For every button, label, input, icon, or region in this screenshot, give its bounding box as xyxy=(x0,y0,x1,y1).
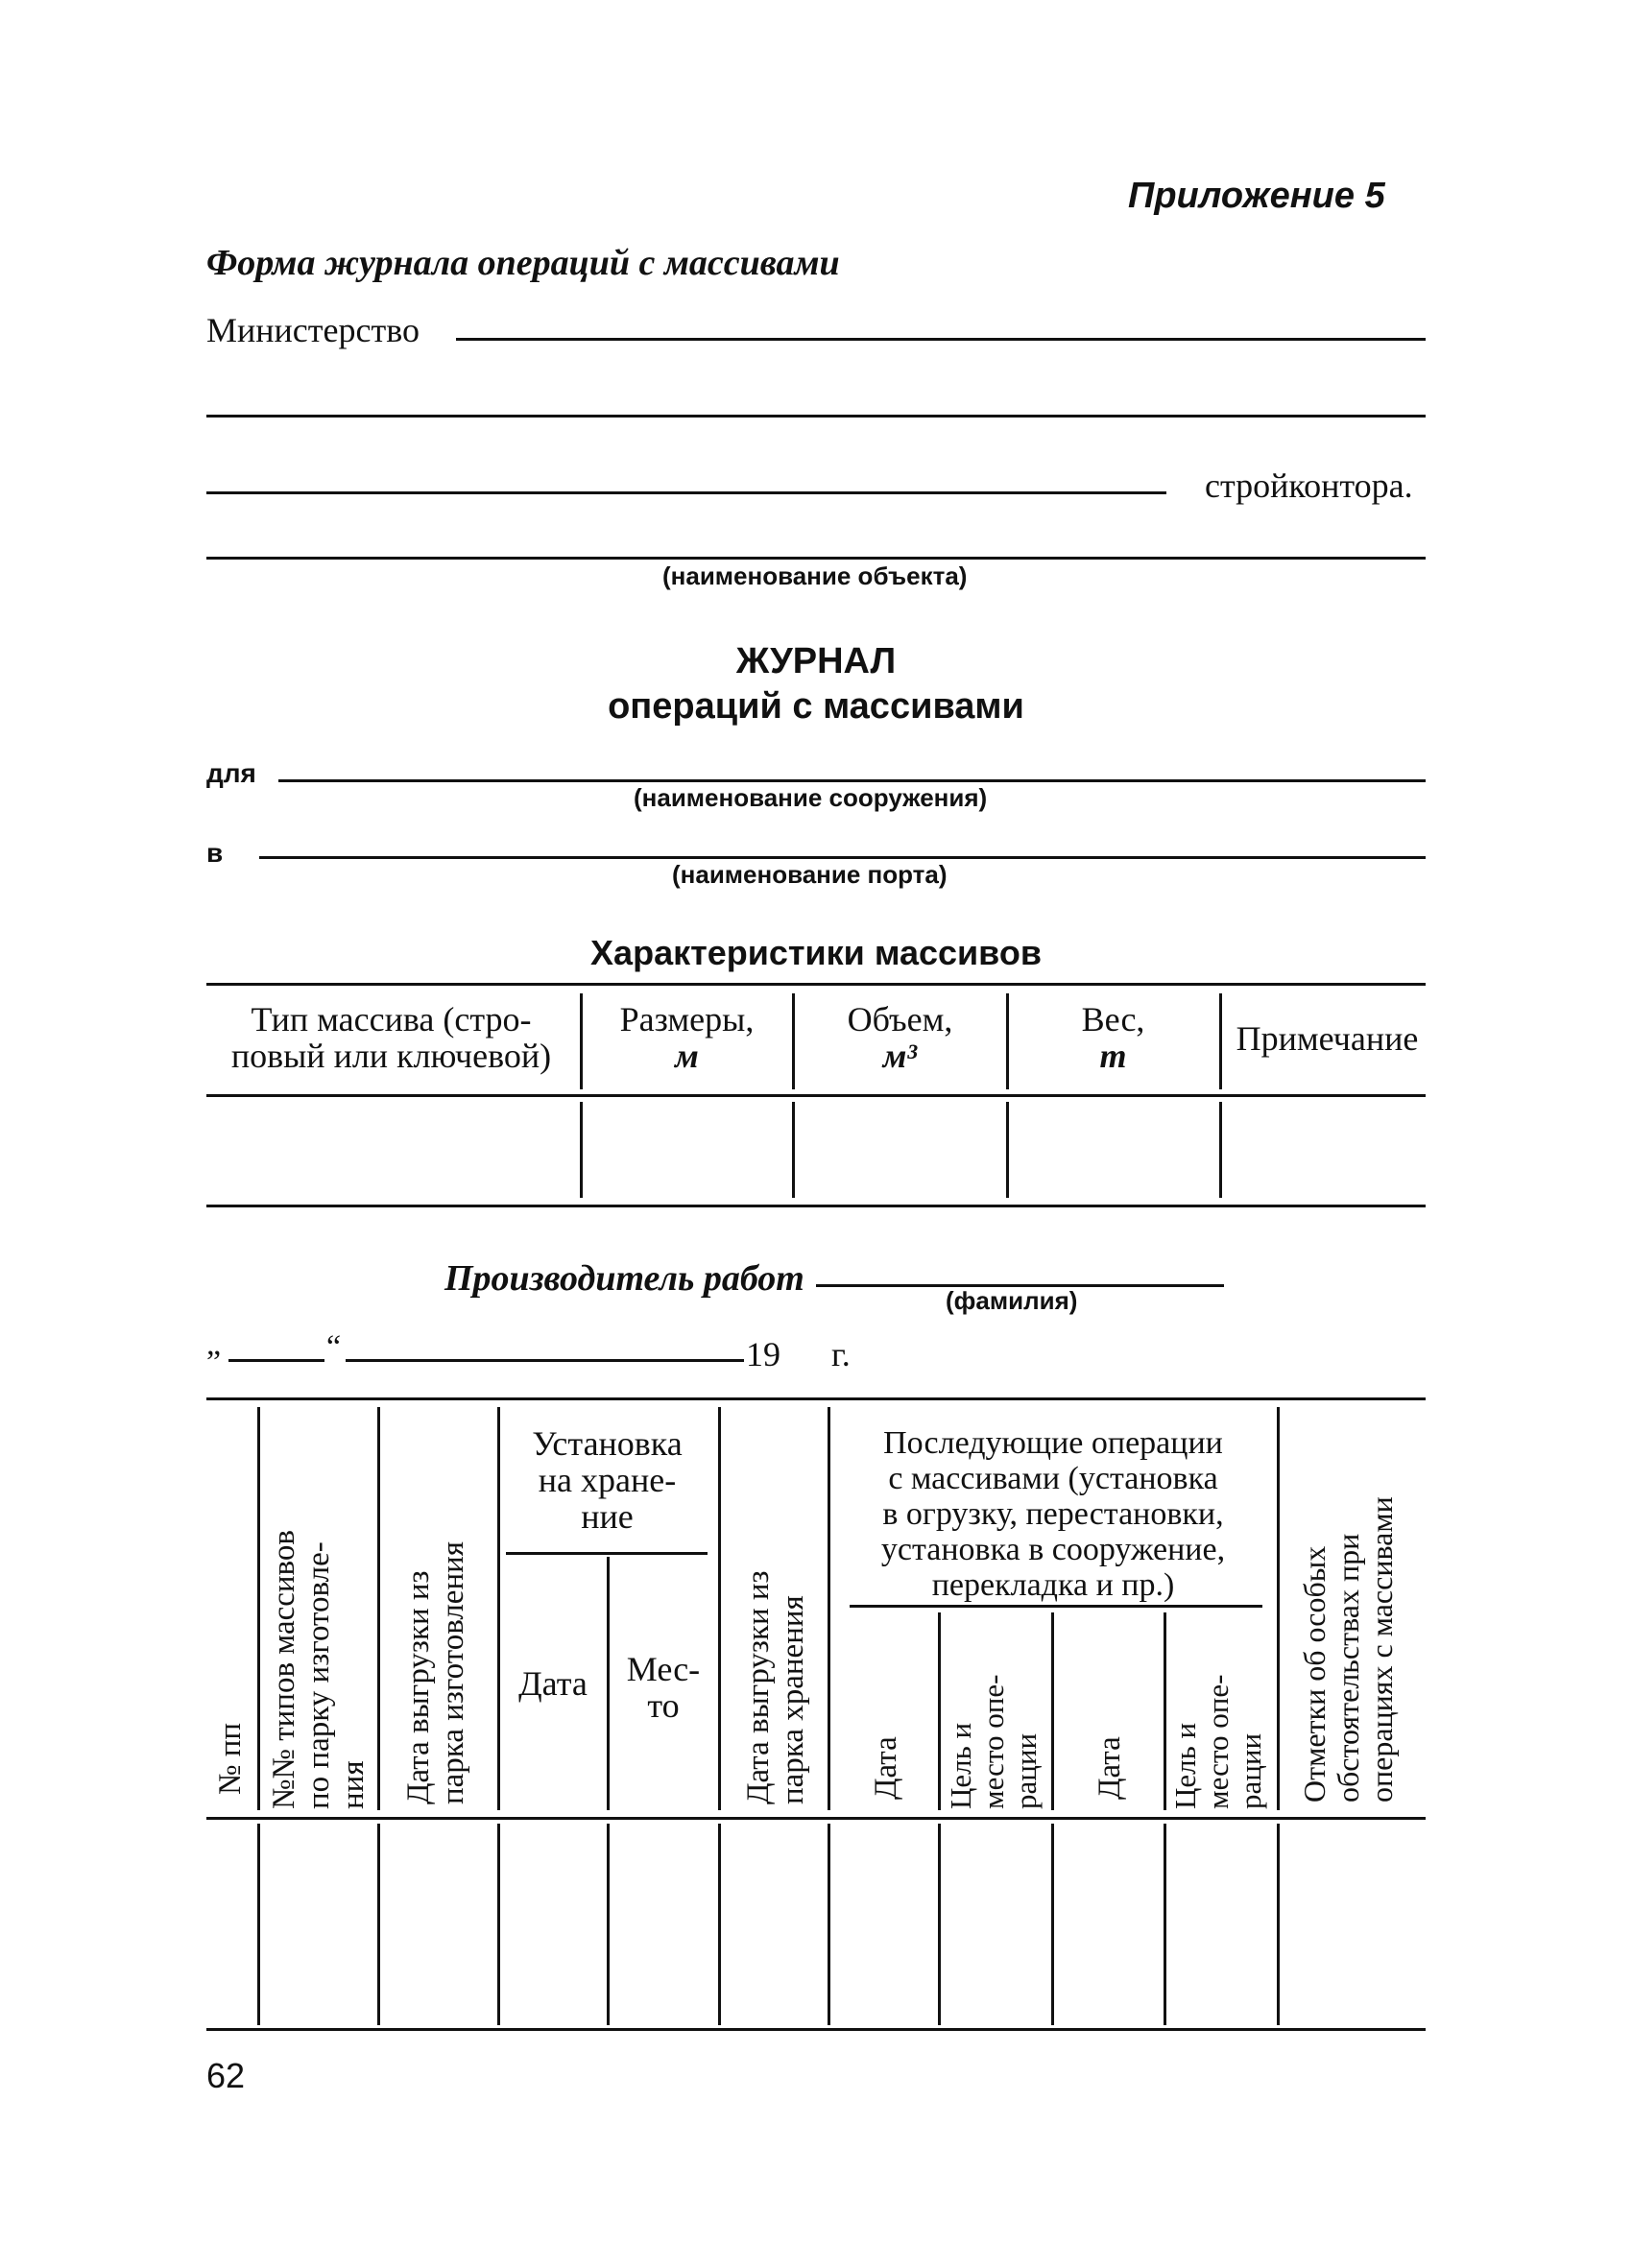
log-header-unload-manufacture xyxy=(401,1541,470,1804)
journal-title: ЖУРНАЛ xyxy=(735,641,897,681)
char-table-bottom xyxy=(206,1205,1426,1207)
char-header-size-unit: м xyxy=(675,1037,699,1075)
char-header-bottom xyxy=(206,1094,1426,1097)
structure-line xyxy=(278,779,1426,782)
log-body-divider-1 xyxy=(257,1824,260,2025)
log-body-divider-4 xyxy=(607,1824,610,2025)
char-body-divider-4 xyxy=(1219,1102,1222,1198)
log-header-bottom xyxy=(206,1817,1426,1820)
producer-label: Производитель работ xyxy=(444,1258,804,1299)
log-header-types-line1: №№ типов массивов xyxy=(267,1530,301,1809)
structure-caption: (наименование сооружения) xyxy=(634,783,988,812)
log-header-notes-line3: операциях с массивами xyxy=(1364,1496,1399,1802)
char-divider-4 xyxy=(1219,993,1222,1089)
subsequent-sub-divider-2 xyxy=(1051,1612,1054,1810)
log-header-types xyxy=(267,1530,371,1809)
char-body-divider-3 xyxy=(1006,1102,1009,1198)
char-body-divider-1 xyxy=(580,1102,583,1198)
log-header-storage xyxy=(499,1425,715,1535)
storage-subheader-line xyxy=(506,1552,708,1555)
char-body-divider-2 xyxy=(792,1102,795,1198)
log-header-subsequent-line4: установка в сооружение, xyxy=(880,1532,1226,1567)
log-body-divider-3 xyxy=(497,1824,500,2025)
char-header-type-line2: повый или ключевой) xyxy=(230,1037,552,1075)
object-line xyxy=(206,557,1426,560)
page-number: 62 xyxy=(206,2056,246,2095)
log-divider-6 xyxy=(1277,1407,1280,1810)
log-header-subsequent-line5: перекладка и пр.) xyxy=(931,1567,1175,1603)
log-header-subsequent xyxy=(831,1425,1275,1603)
char-divider-2 xyxy=(792,993,795,1089)
log-header-storage-line3: ние xyxy=(581,1497,634,1536)
char-header-volume-line1: Объем, xyxy=(847,1000,953,1039)
log-body-divider-9 xyxy=(1164,1824,1166,2025)
log-header-sub-purpose-2-line1: Цель и xyxy=(1168,1722,1202,1809)
char-header-weight-unit: т xyxy=(1099,1037,1127,1075)
log-header-storage-place-line1: Мес- xyxy=(626,1650,701,1688)
char-table-top xyxy=(206,983,1426,986)
subsequent-sub-divider-3 xyxy=(1164,1612,1166,1810)
char-header-weight-line1: Вес, xyxy=(1081,1000,1145,1039)
log-body-divider-5 xyxy=(718,1824,721,2025)
char-header-type-line1: Тип массива (стро- xyxy=(251,1000,532,1039)
log-header-storage-line2: на хране- xyxy=(538,1461,677,1499)
log-header-unload-storage-line1: Дата выгрузки из xyxy=(741,1570,776,1804)
port-caption: (наименование порта) xyxy=(672,860,948,889)
log-header-sub-purpose-1 xyxy=(945,1675,1043,1809)
log-divider-4 xyxy=(718,1407,721,1810)
ministry-line xyxy=(456,338,1426,341)
log-header-notes-line2: обстоятельствах при xyxy=(1331,1533,1365,1802)
subsequent-subheader-line xyxy=(850,1605,1262,1608)
char-divider-1 xyxy=(580,993,583,1089)
log-header-storage-place-line2: то xyxy=(647,1686,680,1725)
char-header-type xyxy=(206,1001,576,1074)
char-header-volume xyxy=(797,1001,1003,1074)
log-header-sub-purpose-1-line1: Цель и xyxy=(944,1722,977,1809)
log-header-sub-purpose-1-line2: место опе- xyxy=(976,1674,1010,1809)
log-header-subsequent-line2: с массивами (установка xyxy=(888,1461,1218,1496)
log-header-unload-manufacture-line1: Дата выгрузки из xyxy=(401,1570,436,1804)
char-header-volume-unit: м³ xyxy=(882,1037,918,1075)
log-table-bottom xyxy=(206,2028,1426,2031)
office-label: стройконтора. xyxy=(1205,466,1413,505)
log-header-unload-manufacture-line2: парка изготовления xyxy=(436,1541,470,1804)
storage-sub-divider xyxy=(607,1557,610,1810)
log-header-sub-purpose-2-line2: место опе- xyxy=(1201,1674,1235,1809)
log-body-divider-7 xyxy=(938,1824,941,2025)
date-open-quote: „ xyxy=(206,1326,222,1362)
subsequent-sub-divider-1 xyxy=(938,1612,941,1810)
log-body-divider-2 xyxy=(377,1824,380,2025)
log-body-divider-6 xyxy=(828,1824,830,2025)
characteristics-title: Характеристики массивов xyxy=(590,933,1042,972)
form-title: Форма журнала операций с массивами xyxy=(206,243,840,283)
in-label: в xyxy=(206,838,224,868)
char-header-weight xyxy=(1010,1001,1216,1074)
log-header-sub-purpose-2 xyxy=(1169,1675,1267,1809)
date-day-line xyxy=(228,1359,324,1362)
char-header-note: Примечание xyxy=(1236,1019,1419,1058)
log-header-storage-line1: Установка xyxy=(532,1424,683,1463)
blank-line-1 xyxy=(206,415,1426,418)
log-header-notes xyxy=(1298,1496,1399,1802)
log-body-divider-10 xyxy=(1277,1824,1280,2025)
char-header-size xyxy=(584,1001,790,1074)
log-header-unload-storage-line2: парка хранения xyxy=(776,1595,810,1804)
log-header-sub-purpose-2-line3: рации xyxy=(1234,1732,1267,1809)
char-header-size-line1: Размеры, xyxy=(619,1000,755,1039)
date-suffix: г. xyxy=(831,1335,851,1373)
log-header-storage-date: Дата xyxy=(518,1664,588,1703)
log-divider-5 xyxy=(828,1407,830,1810)
object-caption: (наименование объекта) xyxy=(662,561,968,590)
ministry-label: Министерство xyxy=(206,311,420,349)
port-line xyxy=(259,856,1426,859)
log-header-sub-date-2: Дата xyxy=(1092,1736,1127,1800)
log-header-types-line2: по парку изготовле- xyxy=(301,1541,336,1809)
log-header-sub-purpose-1-line3: рации xyxy=(1009,1732,1043,1809)
appendix-label: Приложение 5 xyxy=(1128,176,1385,216)
log-header-storage-place xyxy=(611,1651,716,1724)
log-header-unload-storage xyxy=(741,1570,810,1804)
log-header-subsequent-line3: в огрузку, перестановки, xyxy=(882,1496,1224,1532)
log-divider-2 xyxy=(377,1407,380,1810)
char-divider-3 xyxy=(1006,993,1009,1089)
log-header-notes-line1: Отметки об особых xyxy=(1297,1545,1332,1802)
office-line xyxy=(206,491,1166,494)
log-header-subsequent-line1: Последующие операции xyxy=(883,1425,1223,1461)
log-divider-1 xyxy=(257,1407,260,1810)
log-header-types-line3: ния xyxy=(336,1760,371,1809)
surname-caption: (фамилия) xyxy=(946,1286,1078,1315)
log-header-no: № пп xyxy=(213,1722,248,1795)
date-year: 19 xyxy=(746,1335,780,1373)
for-label: для xyxy=(206,758,256,788)
log-header-sub-date-1: Дата xyxy=(869,1736,903,1800)
date-close-quote: “ xyxy=(326,1329,342,1365)
journal-subtitle: операций с массивами xyxy=(608,686,1024,727)
log-table-top xyxy=(206,1397,1426,1400)
date-month-line xyxy=(346,1359,744,1362)
log-body-divider-8 xyxy=(1051,1824,1054,2025)
